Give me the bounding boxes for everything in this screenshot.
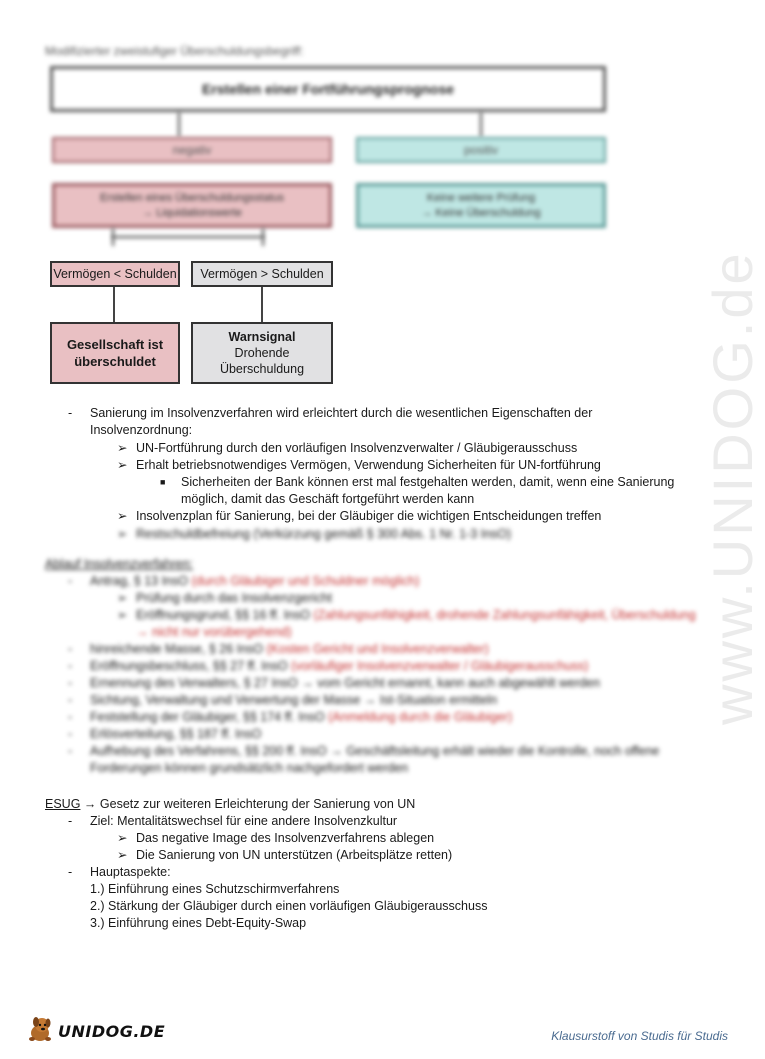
dash-bullet: - [68, 865, 73, 879]
connector [480, 112, 482, 137]
assets-greater-than-debts-box: Vermögen > Schulden [191, 261, 333, 287]
arrow-bullet-icon: ➢ [117, 831, 128, 845]
sanierung-point: Restschuldbefreiung (Verkürzung gemäß § 300 Abs. 1 Nr. 1-3 InsO) [136, 527, 512, 541]
dash-bullet: - [68, 676, 73, 690]
esug-aspect: 1.) Einführung eines Schutzschirmverfahrens [90, 882, 340, 896]
esug-goal: Ziel: Mentalitätswechsel für eine andere Insolvenzkultur [90, 814, 398, 828]
esug-goal-point: Die Sanierung von UN unterstützen (Arbeitsplätze retten) [136, 848, 453, 862]
square-bullet-icon: ■ [160, 477, 166, 487]
dash-bullet: - [68, 659, 73, 673]
ablauf-subitem-cont: → nicht nur vorübergehend) [136, 625, 292, 639]
dash-bullet: - [68, 574, 73, 588]
ablauf-item: Erlösverteilung, §§ 187 ff. InsO [90, 727, 262, 741]
esug-definition: ESUG → Gesetz zur weiteren Erleichterung der Sanierung von UN [45, 797, 416, 811]
sanierung-intro-line1: Sanierung im Insolvenzverfahren wird erleichtert durch die wesentlichen Eigenschaften der [90, 406, 593, 420]
ablauf-item: Eröffnungsbeschluss, §§ 27 ff. InsO (vorläufiger Insolvenzverwalter / Gläubigerausschuss) [90, 659, 589, 673]
overindebted-result-box: Gesellschaft ist überschuldet [50, 322, 180, 384]
ablauf-item-cont: Forderungen können grundsätzlich nachgefordert werden [90, 761, 409, 775]
ablauf-item: Feststellung der Gläubiger, §§ 174 ff. InsO (Anmeldung durch die Gläubiger) [90, 710, 513, 724]
sanierung-point: Erhalt betriebsnotwendiges Vermögen, Verwendung Sicherheiten für UN-fortführung [136, 458, 601, 472]
logo-text: UNIDOG.DE [58, 1022, 166, 1041]
ablauf-item: Ernennung des Verwalters, § 27 InsO → vom Gericht ernannt, kann auch abgewählt werden [90, 676, 601, 690]
flowchart-caption: Modifizierter zweistufiger Überschuldungsbegriff: [45, 44, 304, 58]
esug-aspect: 3.) Einführung eines Debt-Equity-Swap [90, 916, 307, 930]
dash-bullet: - [68, 642, 73, 656]
connector [261, 287, 263, 322]
arrow-bullet-icon: ➢ [117, 441, 128, 455]
dog-mascot-icon [26, 1014, 56, 1049]
esug-main-aspects: Hauptaspekte: [90, 865, 171, 879]
sanierung-point: Insolvenzplan für Sanierung, bei der Gläubiger die wichtigen Entscheidungen treffen [136, 509, 602, 523]
connector [112, 236, 264, 238]
dash-bullet: - [68, 814, 73, 828]
flowchart-negative-box: negativ [52, 137, 332, 163]
ablauf-subitem: Eröffnungsgrund, §§ 16 ff. InsO (Zahlungsunfähigkeit, drohende Zahlungsunfähigkeit, Überschuldung [136, 608, 696, 622]
flowchart-top-box: Erstellen einer Fortführungsprognose [50, 66, 606, 112]
ablauf-subitem: Prüfung durch das Insolvenzgericht [136, 591, 332, 605]
arrow-bullet-icon: ➢ [117, 458, 128, 472]
esug-goal-point: Das negative Image des Insolvenzverfahrens ablegen [136, 831, 435, 845]
sanierung-subpoint-line2: möglich, damit das Geschäft fortgeführt werden kann [181, 492, 475, 506]
arrow-bullet-icon: ➢ [117, 509, 128, 523]
sanierung-point: UN-Fortführung durch den vorläufigen Insolvenzverwalter / Gläubigerausschuss [136, 441, 578, 455]
unidog-logo[interactable] [26, 1014, 165, 1049]
warning-signal-box: Warnsignal Drohende Überschuldung [191, 322, 333, 384]
ablauf-item: Aufhebung des Verfahrens, §§ 200 ff. InsO → Geschäftsleitung erhält wieder die Kontrolle, noch offene [90, 744, 660, 758]
arrow-bullet-icon: ➢ [117, 591, 128, 605]
dash-bullet: - [68, 727, 73, 741]
footer-tagline: Klausurstoff von Studis für Studis [551, 1029, 728, 1043]
arrow-bullet-icon: ➢ [117, 527, 128, 541]
flowchart-negative-detail: Erstellen eines Überschuldungsstatus → Liquidationswerte [52, 183, 332, 228]
connector [113, 287, 115, 322]
dash-bullet: - [68, 744, 73, 758]
flowchart-positive-detail: Keine weitere Prüfung → Keine Überschuldung [356, 183, 606, 228]
connector [178, 112, 180, 137]
sanierung-subpoint-line1: Sicherheiten der Bank können erst mal festgehalten werden, damit, wenn eine Sanierung [181, 475, 675, 489]
ablauf-item: hinreichende Masse, § 26 InsO (Kosten Gericht und Insolvenzverwalter) [90, 642, 489, 656]
dash-bullet: - [68, 693, 73, 707]
dash-bullet: - [68, 406, 73, 420]
ablauf-item: Sichtung, Verwaltung und Verwertung der Masse → Ist-Situation ermitteln [90, 693, 498, 707]
watermark: www.UNIDOG.de [701, 250, 764, 725]
sanierung-intro-line2: Insolvenzordnung: [90, 423, 193, 437]
flowchart-positive-box: positiv [356, 137, 606, 163]
ablauf-item: Antrag, § 13 InsO (durch Gläubiger und Schuldner möglich) [90, 574, 420, 588]
esug-aspect: 2.) Stärkung der Gläubiger durch einen vorläufigen Gläubigerausschuss [90, 899, 488, 913]
assets-less-than-debts-box: Vermögen < Schulden [50, 261, 180, 287]
dash-bullet: - [68, 710, 73, 724]
arrow-bullet-icon: ➢ [117, 608, 128, 622]
arrow-bullet-icon: ➢ [117, 848, 128, 862]
ablauf-heading: Ablauf Insolvenzverfahren: [45, 557, 194, 571]
